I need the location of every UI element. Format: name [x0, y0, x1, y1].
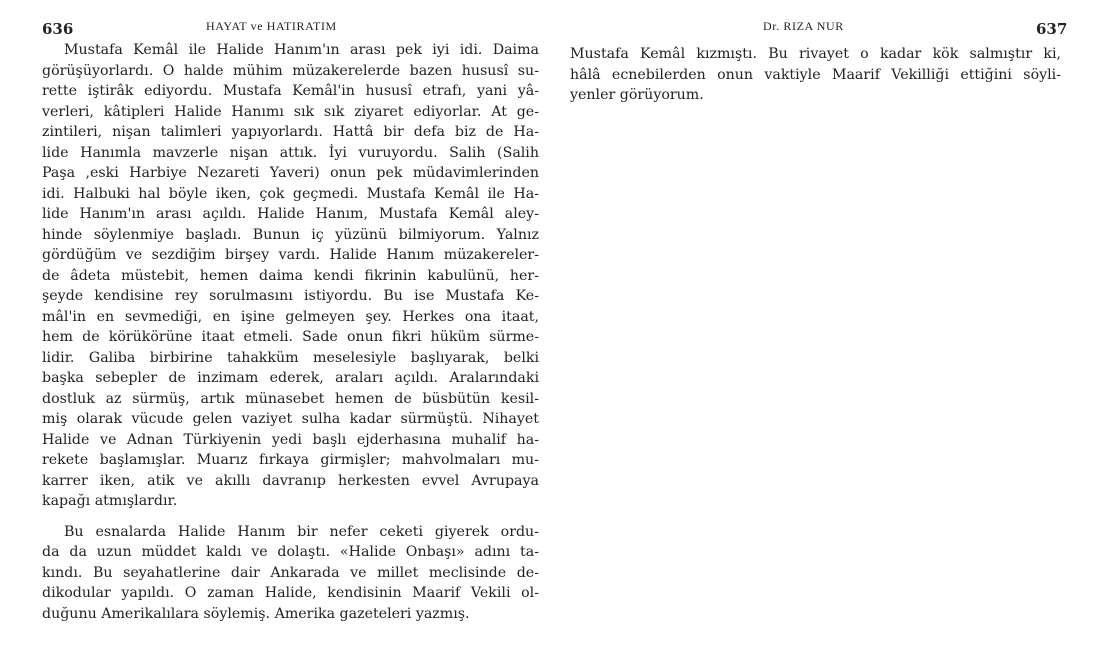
- text-line: şeyde kendisine rey sorulmasını istiyordu. Bu ise Mustafa Ke-: [42, 288, 539, 304]
- text-line: Halide ve Adnan Türkiyenin yedi başlı ejderhasına muhalif ha-: [42, 431, 539, 448]
- text-line: hinde söylenmiye başladı. Bunun iç yüzünü bilmiyorum. Yalnız: [42, 226, 539, 243]
- left-page-number: 636: [42, 20, 74, 38]
- right-paragraph-1: [570, 44, 1061, 106]
- text-line: kındı. Bu seyahatlerine dair Ankarada ve millet meclisinde de-: [42, 564, 539, 581]
- left-running-head: HAYAT ve HATIRATIM: [206, 19, 337, 33]
- text-line: lidir. Galiba birbirine tahakküm meselesiyle başlıyarak, belki: [42, 349, 539, 366]
- text-line: Paşa ,eski Harbiye Nezareti Yaveri) onun pek müdavimlerinden: [42, 165, 539, 181]
- text-line: da da uzun müddet kaldı ve dolaştı. «Halide Onbaşı» adını ta-: [42, 544, 539, 560]
- text-line: duğunu Amerikalılara söylemiş. Amerika gazeteleri yazmış.: [42, 605, 470, 622]
- text-line: başka sebepler de inzimam ederek, araları açıldı. Aralarındaki: [42, 370, 539, 386]
- text-line: dostluk az sürmüş, artık münasebet hemen de büsbütün kesil-: [42, 390, 539, 407]
- text-line: de âdeta müstebit, hemen daima kendi fikrinin kabulünü, her-: [42, 267, 539, 284]
- left-paragraph-1: [42, 40, 539, 512]
- left-page-text: [42, 40, 539, 624]
- text-line: Mustafa Kemâl ile Halide Hanım'ın arası pek iyi idi. Daima: [64, 42, 539, 58]
- text-line: zintileri, nişan talimleri yapıyorlardı. Hattâ bir defa biz de Ha-: [42, 124, 539, 140]
- text-line: miş olarak vücude gelen vaziyet sulha kadar sürmüştü. Nihayet: [42, 411, 539, 427]
- text-line: dikodular yapıldı. O zaman Halide, kendisinin Maarif Vekili ol-: [42, 585, 539, 601]
- text-line: görüşüyorlardı. O halde mühim müzakerelerde bazen hususî su-: [42, 62, 539, 79]
- left-paragraph-2: [42, 522, 539, 625]
- text-line: Mustafa Kemâl kızmıştı. Bu rivayet o kadar kök salmıştır ki,: [570, 46, 1061, 62]
- text-line: lide Hanım'ın arası açıldı. Halide Hanım, Mustafa Kemâl aley-: [42, 206, 539, 222]
- text-line: hem de körükörüne itaat etmeli. Sade onun fikri hüküm sürme-: [42, 329, 539, 345]
- text-line: rette iştirâk ediyordu. Mustafa Kemâl'in hususî etrafı, yani yâ-: [42, 83, 539, 99]
- text-line: Bu esnalarda Halide Hanım bir nefer ceketi giyerek ordu-: [64, 523, 539, 540]
- text-line: lide Hanımla mavzerle nişan attık. İyi vuruyordu. Salih (Salih: [42, 144, 539, 161]
- right-running-head: Dr. RIZA NUR: [763, 19, 844, 33]
- text-line: karrer iken, atik ve akıllı davranıp herkesten evvel Avrupaya: [42, 472, 539, 489]
- paragraph-gap: [42, 512, 539, 522]
- text-line: idi. Halbuki hal böyle iken, çok geçmedi. Mustafa Kemâl ile Ha-: [42, 185, 539, 202]
- text-line: yenler görüyorum.: [570, 87, 704, 103]
- text-line: verleri, kâtipleri Halide Hanımı sık sık ziyaret ediyorlar. At ge-: [42, 103, 539, 120]
- right-page-text: [570, 44, 1061, 106]
- right-page-number: 637: [1036, 20, 1068, 38]
- text-line: kapağı atmışlardır.: [42, 493, 178, 509]
- text-line: hâlâ ecnebilerden onun vaktiyle Maarif Vekilliği ettiğini söyli-: [570, 66, 1061, 83]
- text-line: mâl'in en sevmediği, en işine gelmeyen şey. Herkes ona itaat,: [42, 308, 539, 325]
- text-line: rekete başlamışlar. Muarız fırkaya girmişler; mahvolmaları mu-: [42, 452, 539, 468]
- text-line: gördüğüm ve sezdiğim birşey vardı. Halide Hanım müzakereler-: [42, 247, 539, 263]
